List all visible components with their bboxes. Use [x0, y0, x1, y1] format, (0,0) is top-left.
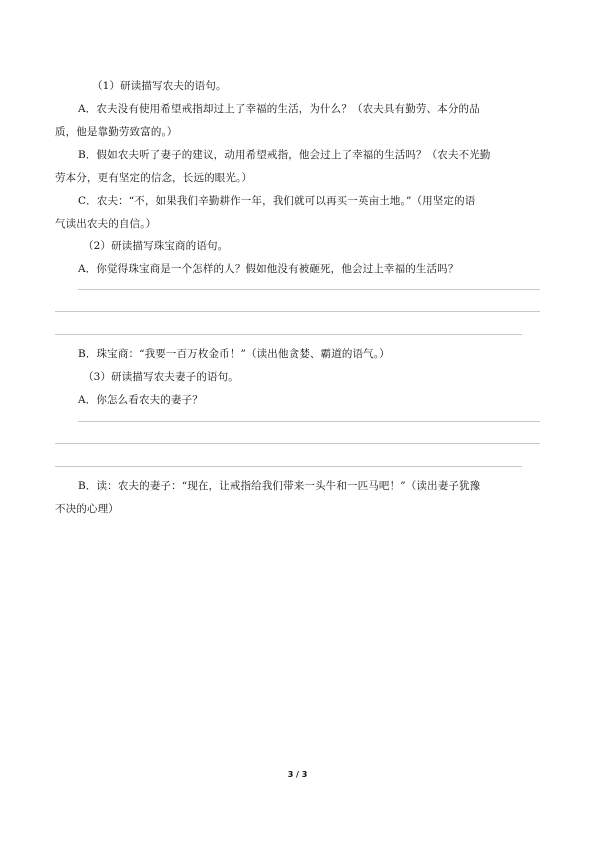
- answer-line: [55, 334, 522, 335]
- section1-item-b-line1: B．假如农夫听了妻子的建议，动用希望戒指，他会过上了幸福的生活吗？（农夫不光勤: [78, 149, 491, 161]
- section2-heading: （2）研读描写珠宝商的语句。: [83, 240, 229, 252]
- section1-heading: （1）研读描写农夫的语句。: [92, 80, 227, 92]
- answer-line: [55, 466, 522, 467]
- section3-item-a: A．你怎么看农夫的妻子？: [78, 394, 203, 406]
- answer-line: [55, 311, 540, 312]
- answer-line: [55, 443, 540, 444]
- section3-item-b-line1: B．读：农夫的妻子：“现在，让戒指给我们带来一头牛和一匹马吧！”（读出妻子犹豫: [78, 480, 481, 492]
- section1-item-a-line1: A．农夫没有使用希望戒指却过上了幸福的生活，为什么？（农夫具有勤劳、本分的品: [78, 103, 480, 115]
- answer-line: [78, 421, 540, 422]
- section3-heading: （3）研读描写农夫妻子的语句。: [83, 371, 239, 383]
- answer-line: [78, 289, 540, 290]
- section2-item-a: A．你觉得珠宝商是一个怎样的人？假如他没有被砸死，他会过上幸福的生活吗？: [78, 263, 459, 275]
- section1-item-c-line1: C．农夫：“不，如果我们辛勤耕作一年，我们就可以再买一英亩土地。”（用坚定的语: [78, 195, 476, 207]
- section2-item-b: B．珠宝商：“我要一百万枚金币！”（读出他贪婪、霸道的语气。）: [78, 348, 390, 360]
- page-number: 3 / 3: [287, 770, 308, 779]
- section1-item-b-line2: 劳本分，更有坚定的信念，长远的眼光。）: [55, 172, 253, 184]
- section1-item-c-line2: 气读出农夫的自信。）: [55, 218, 157, 230]
- section3-item-b-line2: 不决的心理）: [55, 503, 119, 515]
- section1-item-a-line2: 质，他是靠勤劳致富的。）: [55, 126, 178, 138]
